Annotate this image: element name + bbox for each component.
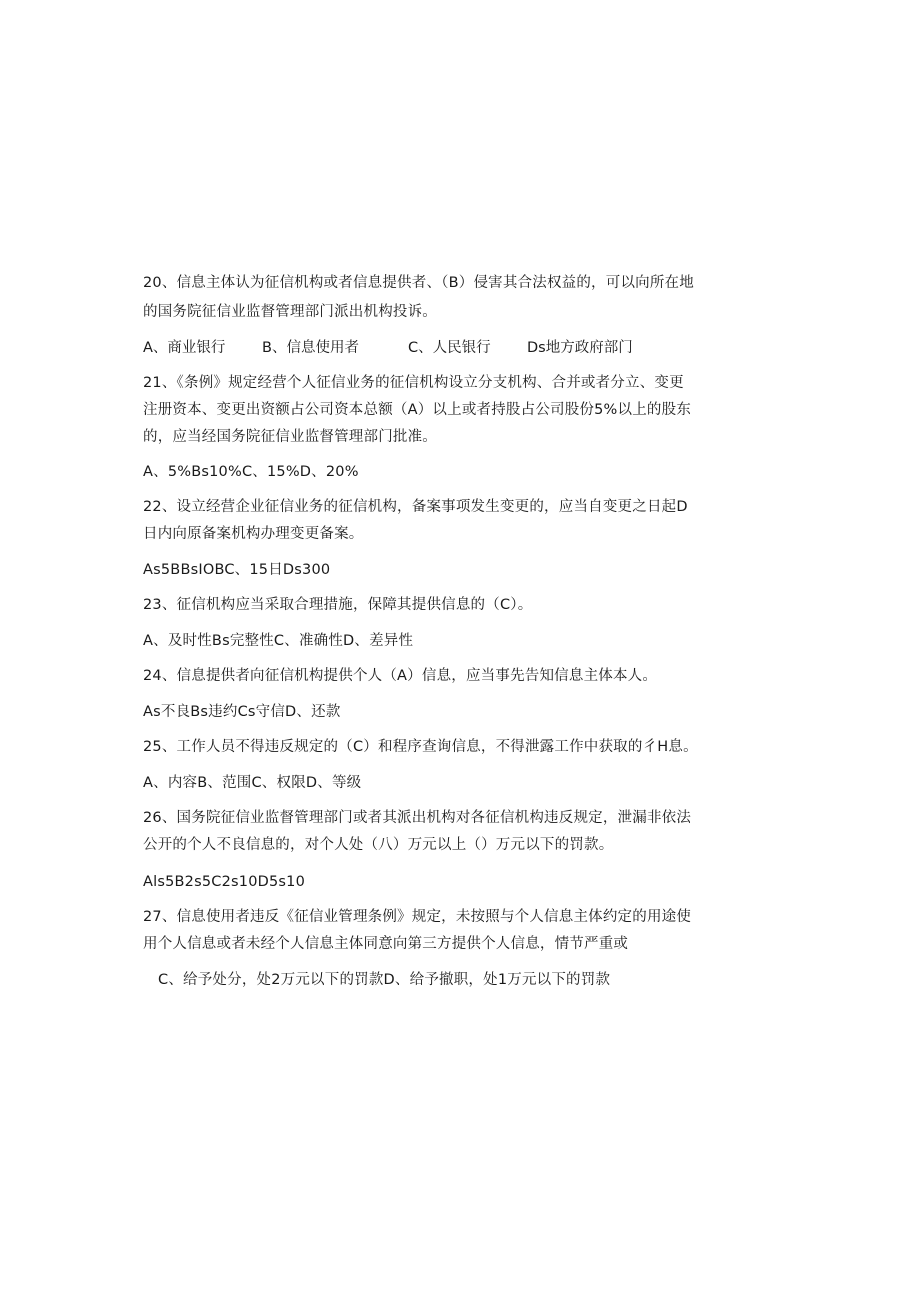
question-20-line-1: 20、信息主体认为征信机构或者信息提供者、（B）侵害其合法权益的，可以向所在地: [143, 275, 694, 291]
question-20-option-a: A、商业银行: [143, 340, 226, 356]
question-20-option-b: B、信息使用者: [262, 340, 359, 356]
question-24-options: As不良Bs违约Cs守信D、还款: [143, 704, 341, 720]
question-24-line-1: 24、信息提供者向征信机构提供个人（A）信息，应当事先告知信息主体本人。: [143, 668, 658, 684]
question-27-line-1: 27、信息使用者违反《征信业管理条例》规定，未按照与个人信息主体约定的用途使: [143, 909, 692, 925]
trailing-options-line: C、给予处分，处2万元以下的罚款D、给予撤职，处1万元以下的罚款: [158, 972, 611, 988]
question-21-options: A、5%Bs10%C、15%D、20%: [143, 464, 359, 480]
question-20-option-c: C、人民银行: [408, 340, 491, 356]
question-26-line-1: 26、国务院征信业监督管理部门或者其派出机构对各征信机构违反规定，泄漏非依法: [143, 810, 692, 826]
question-20-line-2: 的国务院征信业监督管理部门派出机构投诉。: [143, 304, 437, 320]
question-22-line-1: 22、设立经营企业征信业务的征信机构，备案事项发生变更的，应当自变更之日起D: [143, 499, 688, 515]
question-25-line-1: 25、工作人员不得违反规定的（C）和程序查询信息，不得泄露工作中获取的彳H息。: [143, 739, 698, 755]
question-27-line-2: 用个人信息或者未经个人信息主体同意向第三方提供个人信息，情节严重或: [143, 936, 629, 952]
question-23-line-1: 23、征信机构应当采取合理措施，保障其提供信息的（C）。: [143, 597, 533, 613]
question-21-line-1: 21、《条例》规定经营个人征信业务的征信机构设立分支机构、合并或者分立、变更: [143, 375, 684, 391]
question-25-options: A、内容B、范围C、权限D、等级: [143, 775, 362, 791]
question-26-line-2: 公开的个人不良信息的，对个人处（八）万元以上（）万元以下的罚款。: [143, 837, 614, 853]
question-22-line-2: 日内向原备案机构办理变更备案。: [143, 526, 364, 542]
question-21-line-3: 的，应当经国务院征信业监督管理部门批准。: [143, 429, 437, 445]
question-22-options: As5BBsIOBC、15日Ds300: [143, 562, 331, 578]
question-26-options: Als5B2s5C2s10D5s10: [143, 874, 306, 890]
question-23-options: A、及时性Bs完整性C、准确性D、差异性: [143, 633, 414, 649]
question-20-option-d: Ds地方政府部门: [527, 340, 633, 356]
question-21-line-2: 注册资本、变更出资额占公司资本总额（A）以上或者持股占公司股份5%以上的股东: [143, 402, 692, 418]
